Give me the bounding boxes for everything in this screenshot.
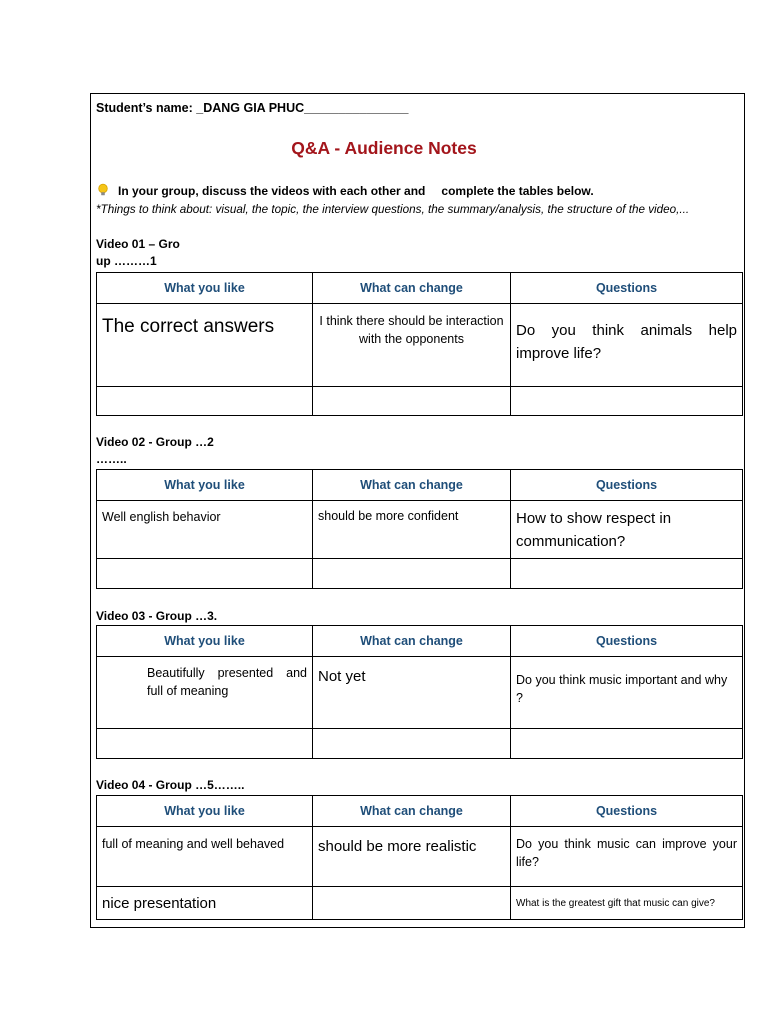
cell-like[interactable] — [97, 559, 313, 589]
table-row — [97, 387, 743, 416]
student-name-line — [96, 101, 408, 115]
cell-question[interactable]: How to show respect in communication? — [511, 501, 743, 559]
header-questions: Questions — [511, 273, 743, 304]
video-label-line: Video 04 - Group …5…….. — [96, 778, 245, 792]
cell-like[interactable]: Well english behavior — [97, 501, 313, 559]
video-label-line: Video 01 – Gro — [96, 237, 180, 251]
table-row — [97, 827, 743, 887]
table-header-row — [97, 796, 743, 827]
table-row — [97, 887, 743, 920]
cell-like[interactable]: full of meaning and well behaved — [97, 827, 313, 887]
instructions-hint: *Things to think about: visual, the topic, the interview questions, the summary/analysis, the structure of the video,... — [96, 203, 690, 216]
video-table-4 — [96, 795, 743, 920]
instructions — [96, 183, 594, 198]
cell-question[interactable]: Do you think music important and why ? — [511, 657, 743, 729]
video-label-1 — [96, 236, 180, 270]
video-label-line: Video 03 - Group …3. — [96, 609, 218, 623]
cell-change[interactable]: I think there should be interaction with the opponents — [313, 304, 511, 387]
cell-change[interactable] — [313, 887, 511, 920]
cell-question[interactable] — [511, 387, 743, 416]
cell-change[interactable] — [313, 387, 511, 416]
header-what-you-like: What you like — [97, 796, 313, 827]
video-table-1 — [96, 272, 743, 416]
cell-question[interactable]: Do you think music can improve your life? — [511, 827, 743, 887]
video-label-2 — [96, 434, 214, 468]
cell-change[interactable]: should be more realistic — [313, 827, 511, 887]
table-header-row — [97, 273, 743, 304]
header-questions: Questions — [511, 470, 743, 501]
lightbulb-icon — [96, 183, 110, 197]
table-row — [97, 729, 743, 759]
instructions-part1: In your group, discuss the videos with each other and — [118, 184, 426, 198]
video-table-3 — [96, 625, 743, 759]
video-table-2 — [96, 469, 743, 589]
cell-like[interactable]: Beautifully presented and full of meaning — [97, 657, 313, 729]
header-what-can-change: What can change — [313, 470, 511, 501]
cell-like[interactable]: The correct answers — [97, 304, 313, 387]
cell-change[interactable] — [313, 729, 511, 759]
cell-like[interactable]: nice presentation — [97, 887, 313, 920]
student-name-label: Student’s name: — [96, 101, 197, 115]
header-what-can-change: What can change — [313, 273, 511, 304]
table-row — [97, 501, 743, 559]
header-what-can-change: What can change — [313, 796, 511, 827]
header-what-you-like: What you like — [97, 626, 313, 657]
table-row — [97, 304, 743, 387]
header-what-can-change: What can change — [313, 626, 511, 657]
cell-like[interactable] — [97, 729, 313, 759]
table-header-row — [97, 470, 743, 501]
page-title: Q&A - Audience Notes — [291, 138, 477, 158]
cell-question[interactable] — [511, 729, 743, 759]
video-label-4 — [96, 777, 244, 794]
header-questions: Questions — [511, 626, 743, 657]
cell-question[interactable] — [511, 559, 743, 589]
header-what-you-like: What you like — [97, 273, 313, 304]
header-questions: Questions — [511, 796, 743, 827]
table-header-row — [97, 626, 743, 657]
video-label-line: …….. — [96, 452, 127, 466]
cell-question[interactable]: What is the greatest gift that music can give? — [511, 887, 743, 920]
video-label-line: up ………1 — [96, 254, 157, 268]
cell-like[interactable] — [97, 387, 313, 416]
video-label-line: Video 02 - Group …2 — [96, 435, 214, 449]
student-name-value: _DANG GIA PHUC_______________ — [196, 101, 409, 115]
cell-question[interactable]: Do you think animals help improve life? — [511, 304, 743, 387]
cell-change[interactable]: Not yet — [313, 657, 511, 729]
instructions-part2: complete the tables below. — [441, 184, 594, 198]
cell-change[interactable] — [313, 559, 511, 589]
table-row — [97, 559, 743, 589]
video-label-3 — [96, 608, 217, 625]
header-what-you-like: What you like — [97, 470, 313, 501]
cell-change[interactable]: should be more confident — [313, 501, 511, 559]
table-row — [97, 657, 743, 729]
